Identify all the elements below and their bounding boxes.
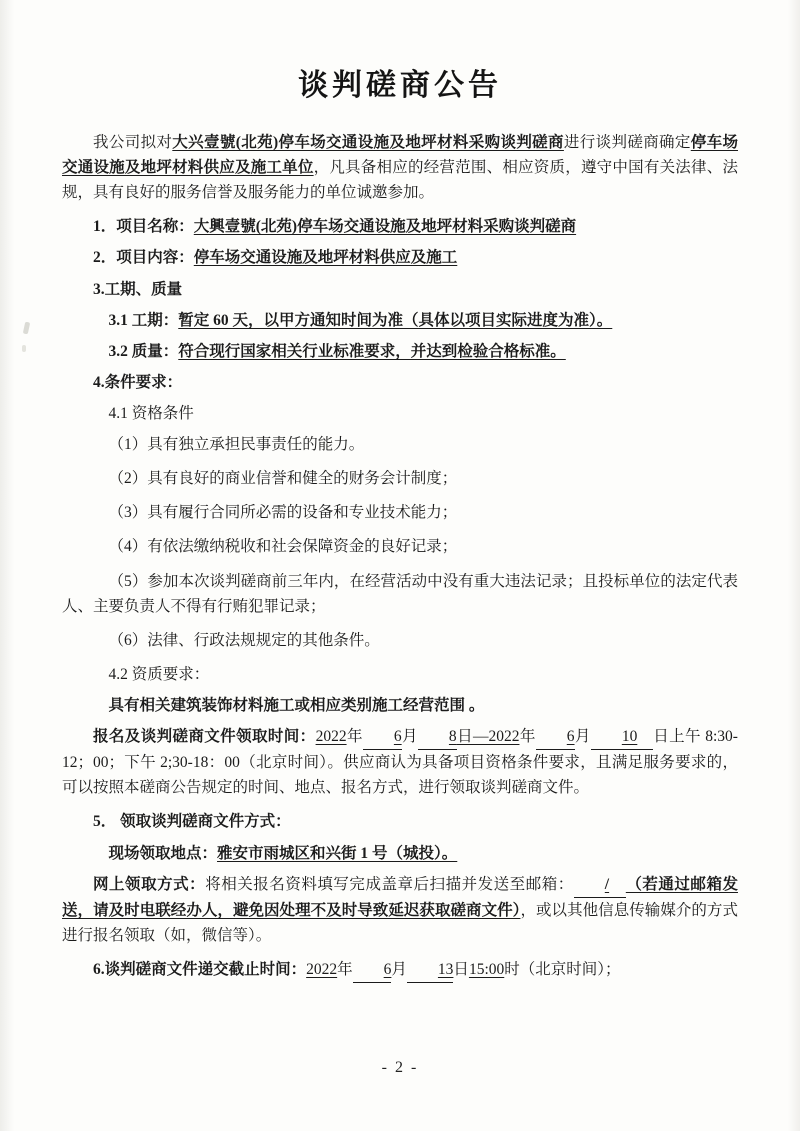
collection-online-text2: ，或以其他信息传输媒介的方式进行报名领取（如，微信等）。 — [62, 901, 738, 944]
schedule-duration-label: 3.1 工期： — [108, 311, 179, 329]
item-project-name — [62, 214, 738, 239]
registration-dash: 日—2022 — [456, 728, 520, 746]
collection-onsite — [62, 841, 738, 866]
schedule-quality — [62, 339, 738, 364]
collection-onsite-label: 现场领取地点： — [108, 844, 218, 862]
deadline-year-unit: 年 — [337, 960, 353, 978]
page-title: 谈判磋商公告 — [298, 68, 502, 103]
item-project-content-value: 停车场交通设施及地坪材料供应及施工 — [193, 249, 458, 267]
deadline-year: 2022 — [306, 960, 338, 978]
registration-start-year: 2022 — [315, 728, 347, 746]
credential-heading: 4.2 资质要求： — [108, 665, 210, 683]
conditions-heading: 4.条件要求： — [93, 373, 183, 391]
qualification-item-1: （1）具有独立承担民事责任的能力。 — [108, 436, 365, 454]
deadline-day: 13 — [407, 957, 454, 983]
deadline-month: 6 — [353, 957, 392, 983]
collection-onsite-value: 雅安市雨城区和兴街 1 号（城投）。 — [217, 844, 458, 862]
registration-end-month: 6 — [536, 724, 575, 750]
collection-online-label: 网上领取方式： — [93, 875, 206, 893]
item-project-name-label: 1．项目名称： — [93, 218, 194, 236]
registration-end-suffix: 日上午 — [652, 728, 701, 746]
item-project-content — [62, 245, 738, 270]
intro-paragraph — [62, 130, 738, 205]
deadline-suffix: 时（北京时间）； — [504, 960, 621, 978]
qualification-item-3: （3）具有履行合同所必需的设备和专业技术能力； — [108, 504, 458, 522]
intro-highlight-scope: 停车场交通设施及地坪材料供应及施工单位 — [62, 134, 738, 177]
credential-value: 具有相关建筑装饰材料施工或相应类别施工经营范围 。 — [108, 696, 485, 714]
deadline-day-unit: 日 — [453, 960, 469, 978]
registration-end-day: 10 — [591, 724, 653, 750]
collection-online-text1: 将相关报名资料填写完成盖章后扫描并发送至邮箱： — [205, 875, 574, 893]
collection-online-note: （若通过邮箱发送，请及时电联经办人，避免因处理不及时导致延迟获取磋商文件） — [62, 875, 738, 919]
page-number: - 2 - — [381, 1059, 419, 1076]
qualification-heading: 4.1 资格条件 — [108, 404, 194, 422]
qualification-item-6: （6）法律、行政法规规定的其他条件。 — [108, 631, 380, 649]
registration-time-text: 8:30-12；00；下午 2;30-18：00（北京时间）。供应商认为具备项目资格条件要求，且满足服务要求的，可以按照本磋商公告规定的时间、地点、报名方式，进行领取谈判磋商文件。 — [62, 728, 738, 797]
registration-start-day: 8 — [418, 724, 457, 750]
schedule-quality-value: 符合现行国家相关行业标准要求，并达到检验合格标准。 — [178, 342, 566, 360]
intro-highlight-project: 大兴壹號(北苑)停车场交通设施及地坪材料采购谈判磋商 — [172, 134, 564, 151]
deadline-time: 15:00 — [468, 960, 505, 978]
intro-tail: ，凡具备相应的经营范围、相应资质，遵守中国有关法律、法规，具有良好的服务信誉及服务能力的单位诚邀参加。 — [62, 159, 738, 202]
deadline-paragraph — [62, 957, 738, 983]
intro-mid: 进行谈判磋商确定 — [563, 134, 691, 151]
registration-paragraph: 报名及谈判磋商文件领取时间：2022年 6月 8日—2022年 6月 10 日上午 8:30-12；00；下午 2;30-18：00（北京时间）。供应商认为具备项目资格条件要求，且满足服务要求的，可以按照本磋商公告规定的时间、地点、报名方式，进行领取谈判磋商文件。 — [62, 724, 738, 800]
registration-prefix: 报名及谈判磋商文件领取时间： — [93, 728, 316, 746]
item-project-name-value: 大興壹號(北苑)停车场交通设施及地坪材料采购谈判磋商 — [193, 218, 577, 236]
item-project-content-label: 2．项目内容： — [93, 249, 194, 267]
collection-online-email: / — [574, 872, 626, 898]
scan-artifact-mark-2 — [22, 345, 26, 352]
qualification-item-5: （5）参加本次谈判磋商前三年内，在经营活动中没有重大违法记录；且投标单位的法定代表人、主要负责人不得有行贿犯罪记录； — [62, 572, 738, 615]
qualification-item-4: （4）有依法缴纳税收和社会保障资金的良好记录； — [108, 538, 458, 556]
intro-lead: 我公司拟对 — [93, 134, 173, 151]
item-schedule-quality-heading: 3.工期、质量 — [93, 280, 183, 298]
collection-online — [62, 872, 738, 948]
deadline-month-unit: 月 — [391, 960, 407, 978]
registration-start-month: 6 — [363, 724, 402, 750]
schedule-duration — [62, 308, 738, 333]
collection-heading: 5． 领取谈判磋商文件方式： — [93, 813, 291, 831]
schedule-duration-value: 暂定 60 天，以甲方通知时间为准（具体以项目实际进度为准）。 — [178, 311, 613, 329]
schedule-quality-label: 3.2 质量： — [108, 342, 179, 360]
deadline-prefix: 6.谈判磋商文件递交截止时间： — [93, 960, 307, 978]
qualification-item-2: （2）具有良好的商业信誉和健全的财务会计制度； — [108, 470, 458, 488]
